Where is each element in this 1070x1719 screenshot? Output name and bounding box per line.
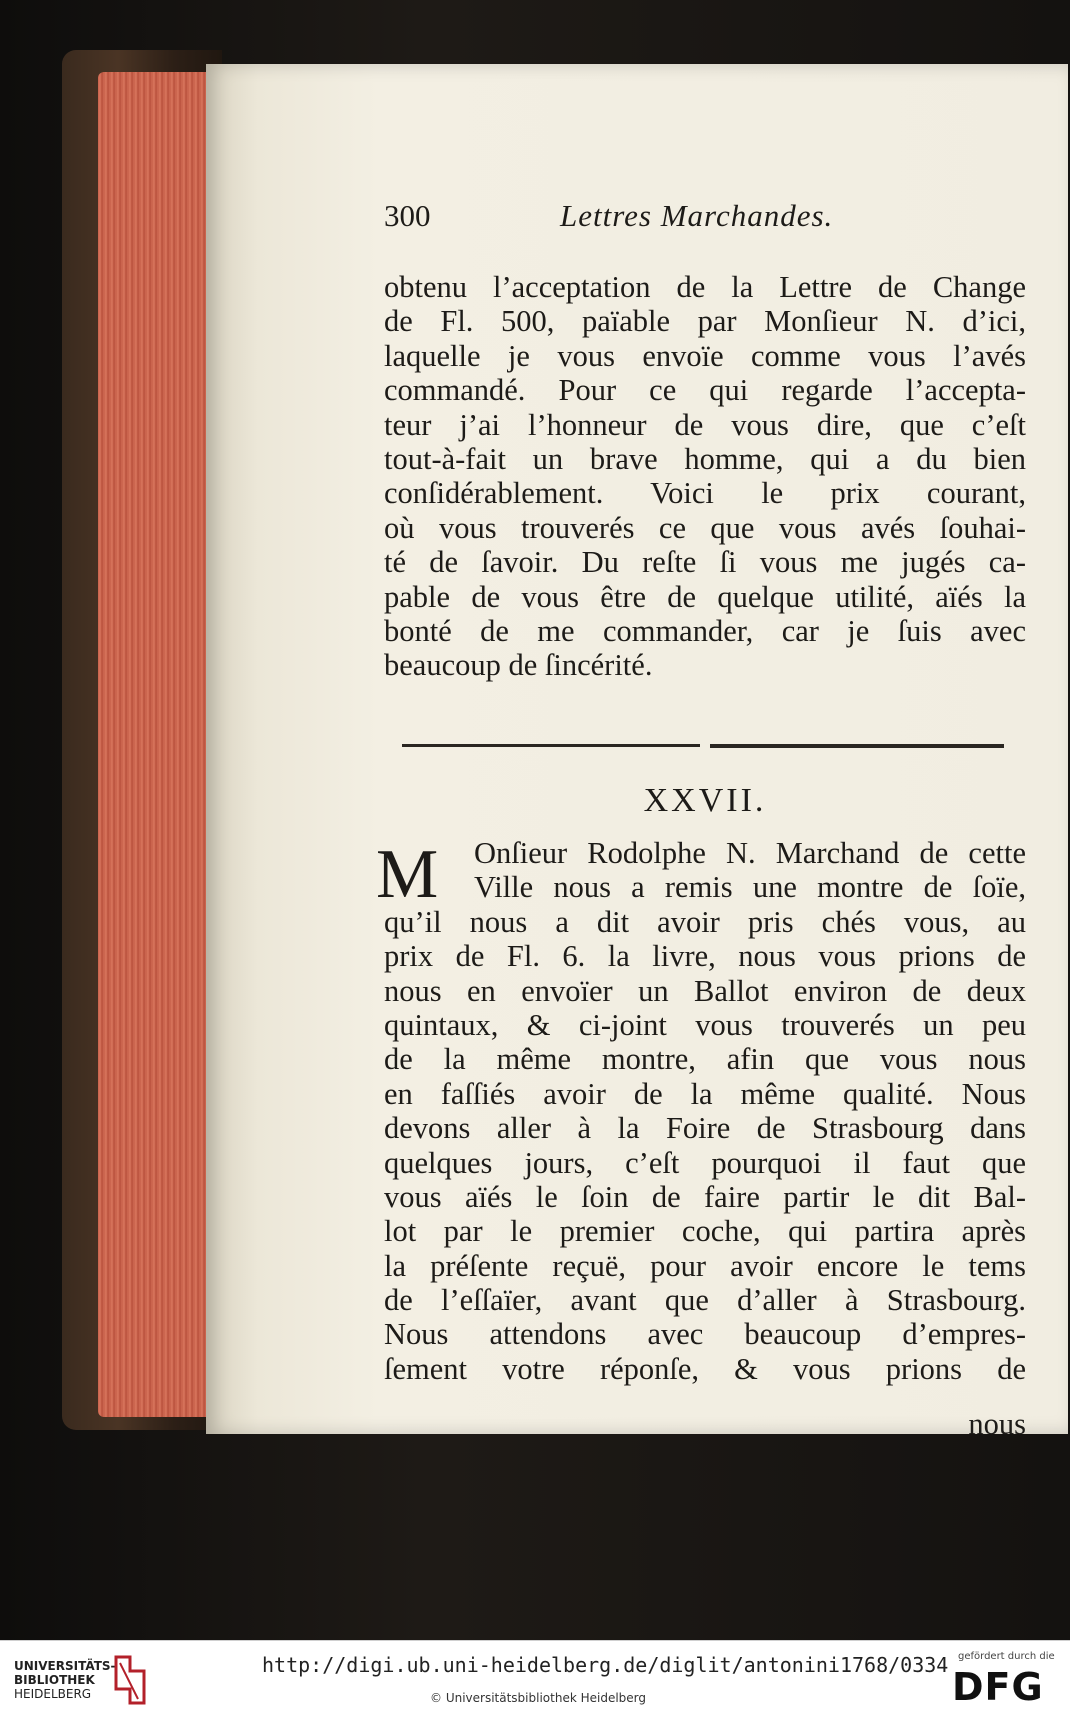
text-line: en faſſiés avoir de la même qualité. Nous <box>384 1076 1026 1111</box>
library-logo[interactable] <box>14 1659 116 1701</box>
permalink-url[interactable]: http://digi.ub.uni-heidelberg.de/diglit/antonini1768/0334 <box>262 1653 949 1677</box>
text-line: laquelle je vous envoïe comme vous l’avés <box>384 338 1026 373</box>
text-line: beaucoup de ſincérité. <box>384 648 653 683</box>
library-name-line3: HEIDELBERG <box>14 1687 92 1701</box>
text-line: teur j’ai l’honneur de vous dire, que c’eſt <box>384 407 1026 442</box>
letter-heading: XXVII. <box>643 782 767 819</box>
copyright-notice: © Universitätsbibliothek Heidelberg <box>430 1691 647 1705</box>
catchword-text: nous <box>968 1407 1026 1441</box>
footer-bar <box>0 1640 1070 1719</box>
page-edges <box>98 72 213 1417</box>
text-line: vous aïés le ſoin de faire partir le dit Bal- <box>384 1179 1026 1214</box>
text-line: prix de Fl. 6. la livre, nous vous prions de <box>384 939 1026 974</box>
text-line: obtenu l’acceptation de la Lettre de Change <box>384 270 1026 304</box>
text-line: lot par le premier coche, qui partira après <box>384 1214 1026 1249</box>
library-name-line1: UNIVERSITÄTS- <box>14 1659 116 1673</box>
text-line: bonté de me commander, car je ſuis avec <box>384 613 1026 648</box>
text-line: tout-à-fait un brave homme, qui a du bien <box>384 441 1026 476</box>
text-line: ſement votre réponſe, & vous prions de <box>384 1351 1026 1386</box>
page-number: 300 <box>384 198 431 233</box>
text-line: qu’il nous a dit avoir pris chés vous, au <box>384 904 1026 939</box>
text-line: la préſente reçuë, pour avoir encore le tems <box>384 1248 1026 1283</box>
text-line: Nous attendons avec beaucoup d’empres- <box>384 1317 1026 1352</box>
text-line: nous en envoïer un Ballot environ de deux <box>384 973 1026 1008</box>
running-head <box>384 198 1026 238</box>
text-line: où vous trouverés ce que vous avés ſouhai- <box>384 510 1026 545</box>
text-line: de Fl. 500, païable par Monſieur N. d’ici, <box>384 304 1026 339</box>
text-line: de l’eſſaïer, avant que d’aller à Strasbourg. <box>384 1283 1026 1318</box>
text-line: Ville nous a remis une montre de ſoïe, <box>474 870 1026 905</box>
text-line: Onſieur Rodolphe N. Marchand de cette <box>474 836 1026 870</box>
text-line: conſidérablement. Voici le prix courant, <box>384 476 1026 511</box>
text-line: devons aller à la Foire de Strasbourg dans <box>384 1111 1026 1146</box>
text-line: té de ſavoir. Du reſte ſi vous me jugés ca- <box>384 545 1026 580</box>
divider-rule-right <box>710 744 1004 748</box>
funding-label: gefördert durch die <box>958 1651 1055 1662</box>
library-emblem-icon <box>110 1653 150 1707</box>
text-line: quelques jours, c’eſt pourquoi il faut que <box>384 1145 1026 1180</box>
paragraph-1 <box>384 270 1026 683</box>
drop-cap: M <box>376 836 439 913</box>
text-line: de la même montre, afin que vous nous <box>384 1042 1026 1077</box>
divider-rule-left <box>402 744 700 747</box>
text-line: quintaux, & ci-joint vous trouverés un peu <box>384 1007 1026 1042</box>
text-line: commandé. Pour ce qui regarde l’accepta- <box>384 373 1026 408</box>
paragraph-2 <box>376 836 1026 1386</box>
library-name-line2: BIBLIOTHEK <box>14 1673 95 1687</box>
catchword <box>384 1407 1026 1441</box>
dfg-logo[interactable]: DFG <box>952 1665 1044 1709</box>
running-title: Lettres Marchandes. <box>560 198 834 233</box>
text-line: pable de vous être de quelque utilité, aïés la <box>384 579 1026 614</box>
